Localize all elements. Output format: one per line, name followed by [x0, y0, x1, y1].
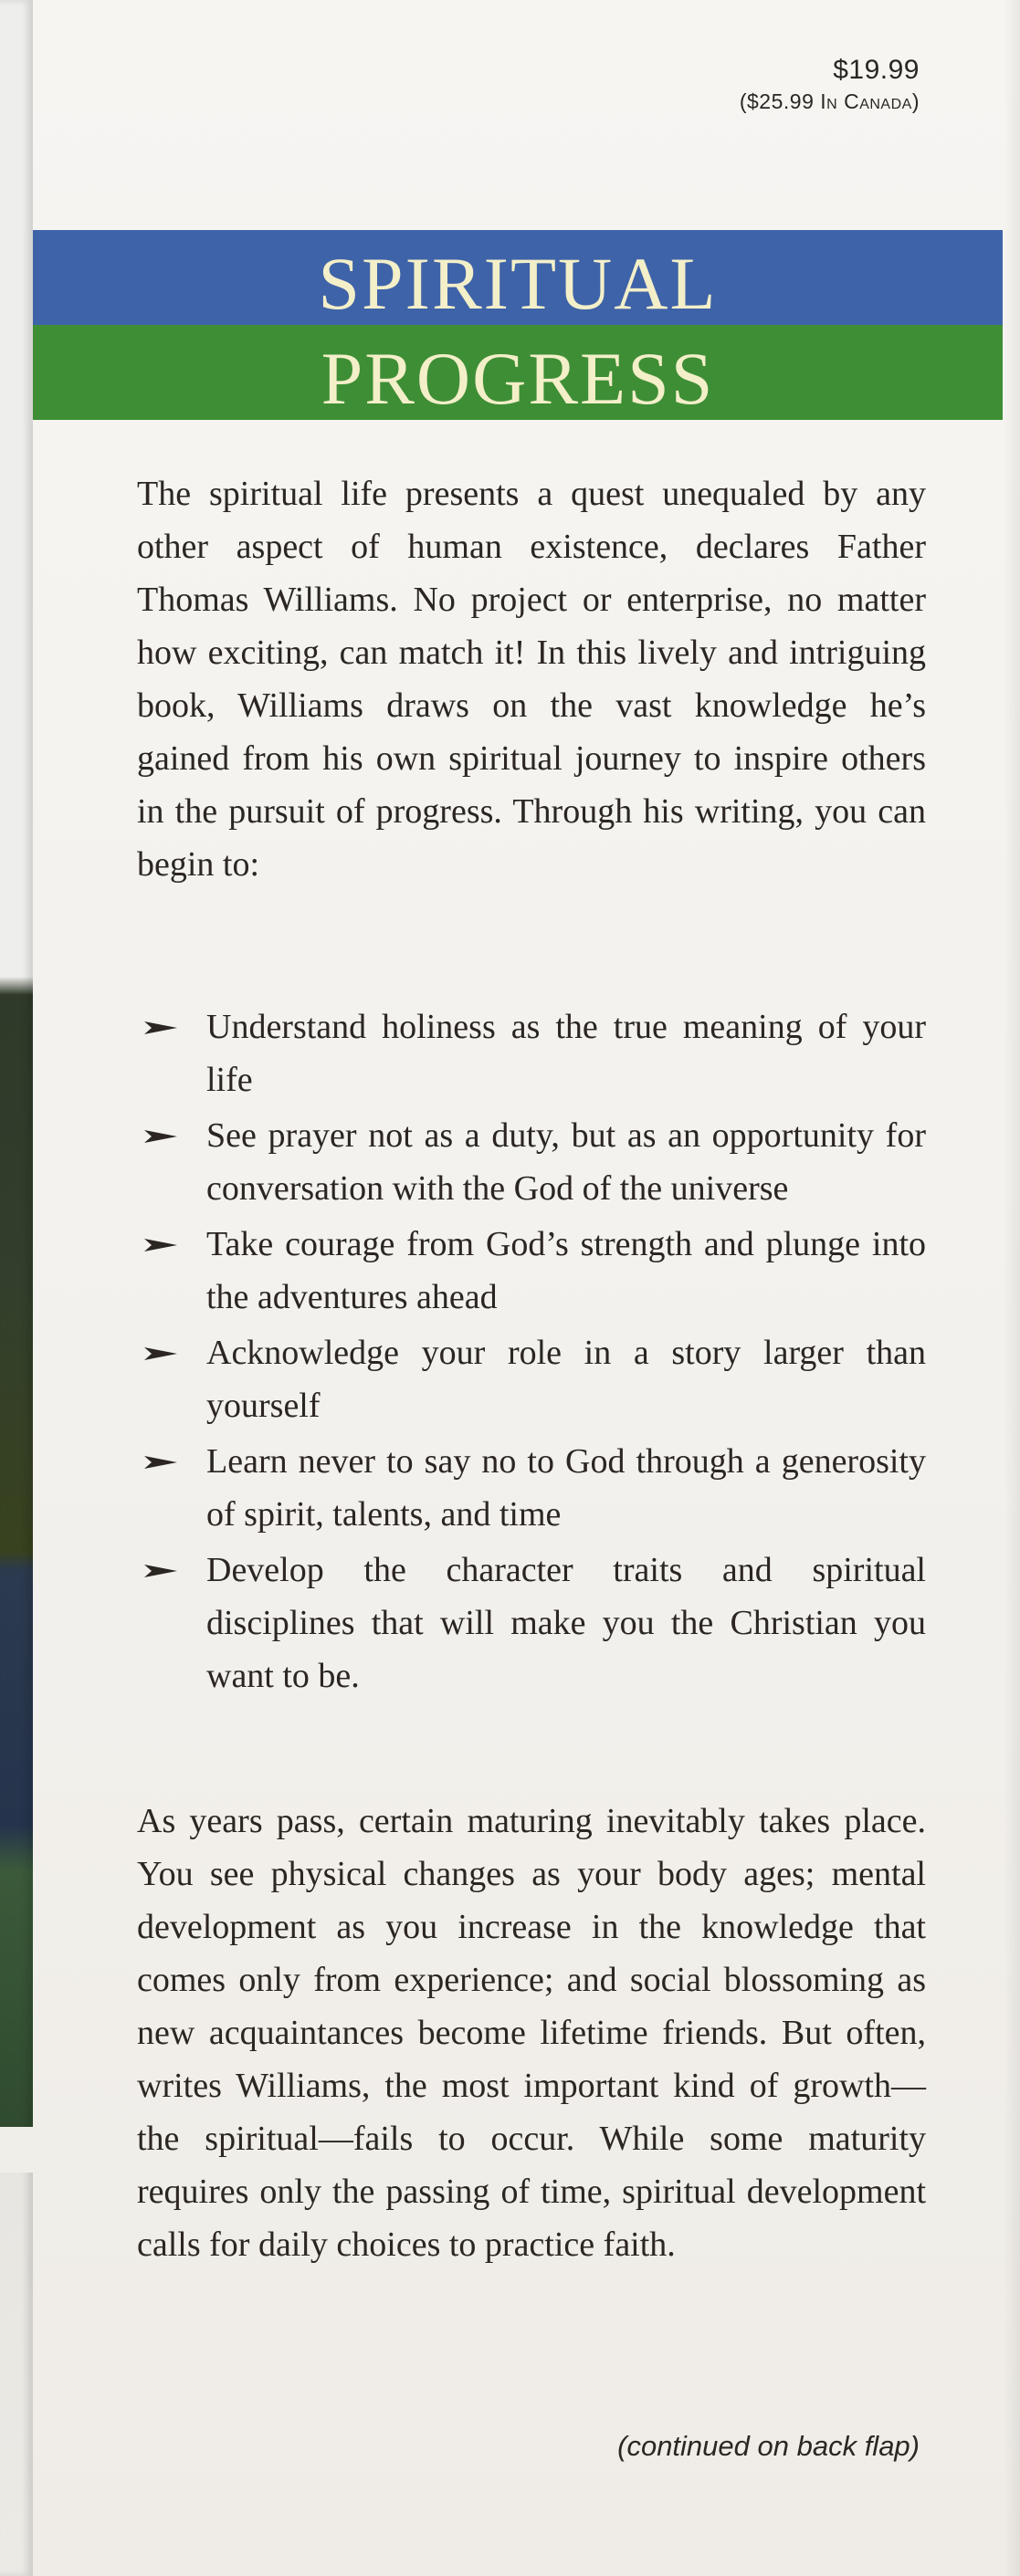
price-us: $19.99 [833, 55, 920, 85]
arrowhead-bullet-icon [144, 1564, 177, 1578]
list-item [137, 1544, 926, 1702]
list-item-text: Learn never to say no to God through a generosity of spirit, talents, and time [206, 1442, 926, 1534]
title-line-2: PROGRESS [321, 337, 715, 420]
title-line-1: SPIRITUAL [318, 242, 718, 325]
price-block [740, 53, 920, 115]
list-item-text: Take courage from God’s strength and plunge into the adventures ahead [206, 1225, 926, 1316]
closing-paragraph: As years pass, certain maturing inevitably takes place. You see physical changes as your body ages; mental development as you increase in the knowledge that comes only from experience; and social blossoming as new acquaintances become lifetime friends. But often, writes Williams, the most important kind of growth—the spiritual—fails to occur. While some maturity requires only the passing of time, spiritual development calls for daily choices to practice faith. [137, 1802, 926, 2264]
price-canada: ($25.99 In Canada) [739, 89, 920, 113]
benefits-list [137, 1000, 926, 1705]
list-item [137, 1435, 926, 1541]
arrowhead-bullet-icon [144, 1129, 177, 1144]
list-item [137, 1109, 926, 1215]
arrowhead-bullet-icon [144, 1021, 177, 1035]
page-right-edge-shadow [1004, 0, 1020, 2576]
cover-spine-edge [0, 0, 33, 2576]
title-banner [33, 230, 1003, 420]
continued-note: (continued on back flap) [617, 2430, 920, 2462]
spine-edge-gap [0, 2127, 33, 2173]
list-item [137, 1218, 926, 1324]
intro-paragraph: The spiritual life presents a quest unequaled by any other aspect of human existence, declares Father Thomas Williams. No project or enterprise, no matter how exciting, can match it! In this lively and intriguing book, Williams draws on the vast knowledge he’s gained from his own spiritual journey to inspire others in the pursuit of progress. Through his writing, you can begin to: [137, 475, 926, 884]
list-item-text: Understand holiness as the true meaning of your life [206, 1008, 926, 1099]
list-item-text: Develop the character traits and spiritual disciplines that will make you the Christian you want to be. [206, 1551, 926, 1695]
arrowhead-bullet-icon [144, 1346, 177, 1361]
arrowhead-bullet-icon [144, 1455, 177, 1470]
list-item [137, 1326, 926, 1432]
list-item-text: See prayer not as a duty, but as an opportunity for conversation with the God of the universe [206, 1116, 926, 1208]
arrowhead-bullet-icon [144, 1238, 177, 1252]
list-item-text: Acknowledge your role in a story larger than yourself [206, 1334, 926, 1425]
list-item [137, 1000, 926, 1106]
